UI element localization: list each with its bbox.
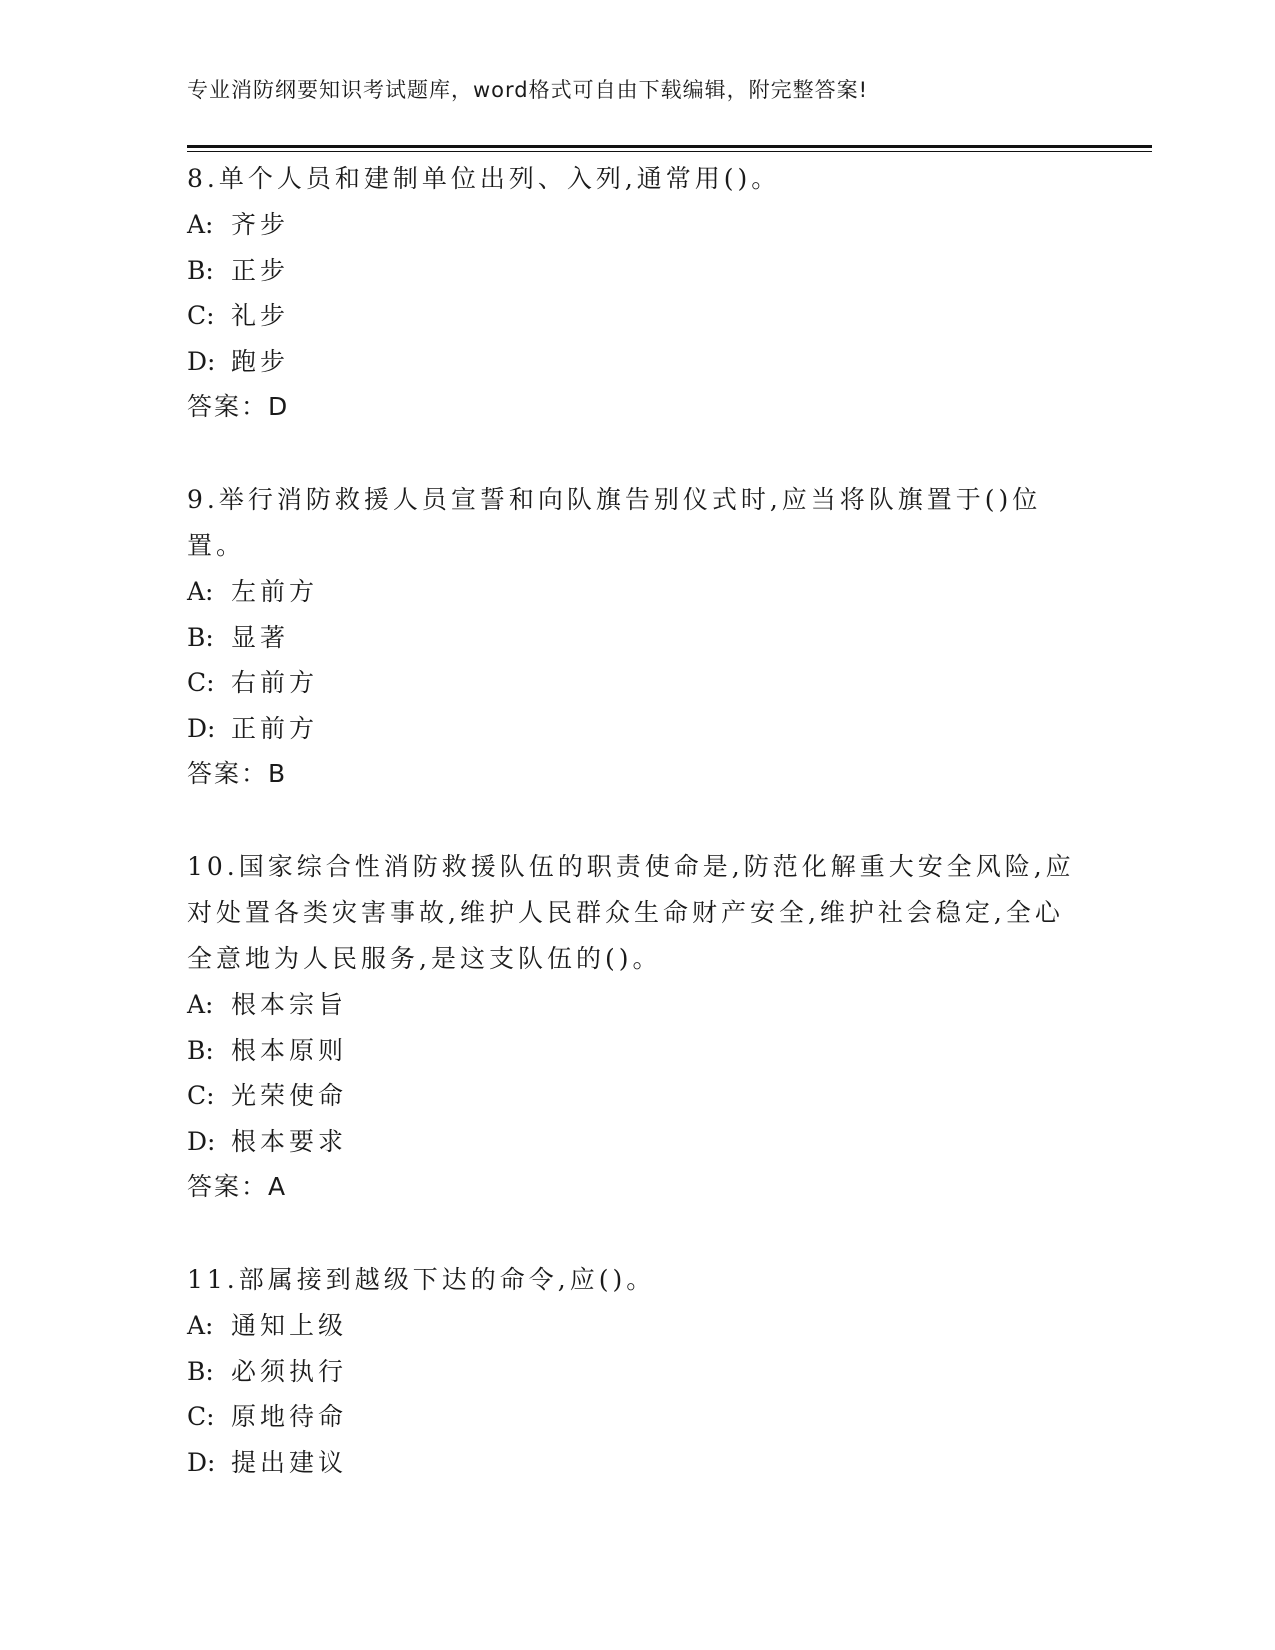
option-text: 光荣使命 [231,1081,348,1110]
question-text: 8.单个人员和建制单位出列、入列,通常用()。 [187,164,781,193]
option-text: 齐步 [231,210,290,239]
option-letter: D: [187,346,216,376]
option-letter: B: [187,622,214,652]
option-text: 正前方 [231,713,319,743]
option-text: 跑步 [231,346,290,376]
option-text: 显著 [231,622,290,652]
document-header: 专业消防纲要知识考试题库，word格式可自由下载编辑，附完整答案! [187,78,869,102]
header-rule-thin [187,151,1152,152]
header-rule-thick [187,145,1152,148]
option-b [187,615,1087,661]
option-letter: A: [187,577,214,606]
option-text: 原地待命 [231,1402,348,1431]
option-text: 右前方 [231,668,319,697]
option-a [187,569,1087,615]
option-c [187,1394,1087,1440]
option-letter: B: [187,1035,214,1065]
option-a [187,982,1087,1028]
option-d [187,1440,1087,1486]
answer-line: 答案：D [187,392,290,421]
option-letter: C: [187,301,215,330]
option-text: 左前方 [231,577,319,606]
option-letter: B: [187,255,214,285]
option-letter: C: [187,1081,215,1110]
option-text: 根本宗旨 [231,990,348,1019]
option-letter: C: [187,1402,215,1431]
question-item [187,156,1087,430]
answer-line: 答案：A [187,1172,288,1201]
option-letter: A: [187,990,214,1019]
answer-line: 答案：B [187,759,288,788]
option-letter: D: [187,713,216,743]
option-text: 提出建议 [231,1447,348,1477]
option-a [187,1303,1087,1349]
question-item [187,477,1087,797]
option-text: 必须执行 [231,1356,348,1386]
question-text: 9.举行消防救援人员宣誓和向队旗告别仪式时,应当将队旗置于()位置。 [187,485,1042,560]
option-letter: D: [187,1126,216,1156]
question-text: 10.国家综合性消防救援队伍的职责使命是,防范化解重大安全风险,应对处置各类灾害事故,维护人民群众生命财产安全,维护社会稳定,全心全意地为人民服务,是这支队伍的()。 [187,852,1075,973]
question-item [187,1257,1087,1485]
question-text: 11.部属接到越级下达的命令,应()。 [187,1265,656,1294]
option-letter: C: [187,668,215,697]
option-text: 根本原则 [231,1035,348,1065]
option-b [187,1028,1087,1074]
option-text: 根本要求 [231,1126,348,1156]
option-text: 正步 [231,255,290,285]
option-text: 通知上级 [231,1311,348,1340]
question-item [187,844,1087,1210]
option-letter: A: [187,1311,214,1340]
option-letter: A: [187,210,214,239]
option-c [187,660,1087,706]
option-a [187,202,1087,248]
option-b [187,1349,1087,1395]
option-text: 礼步 [231,301,290,330]
option-letter: D: [187,1447,216,1477]
question-list [187,156,1087,1532]
option-d [187,706,1087,752]
option-letter: B: [187,1356,214,1386]
option-c [187,1073,1087,1119]
option-d [187,1119,1087,1165]
option-c [187,293,1087,339]
option-d [187,339,1087,385]
option-b [187,248,1087,294]
